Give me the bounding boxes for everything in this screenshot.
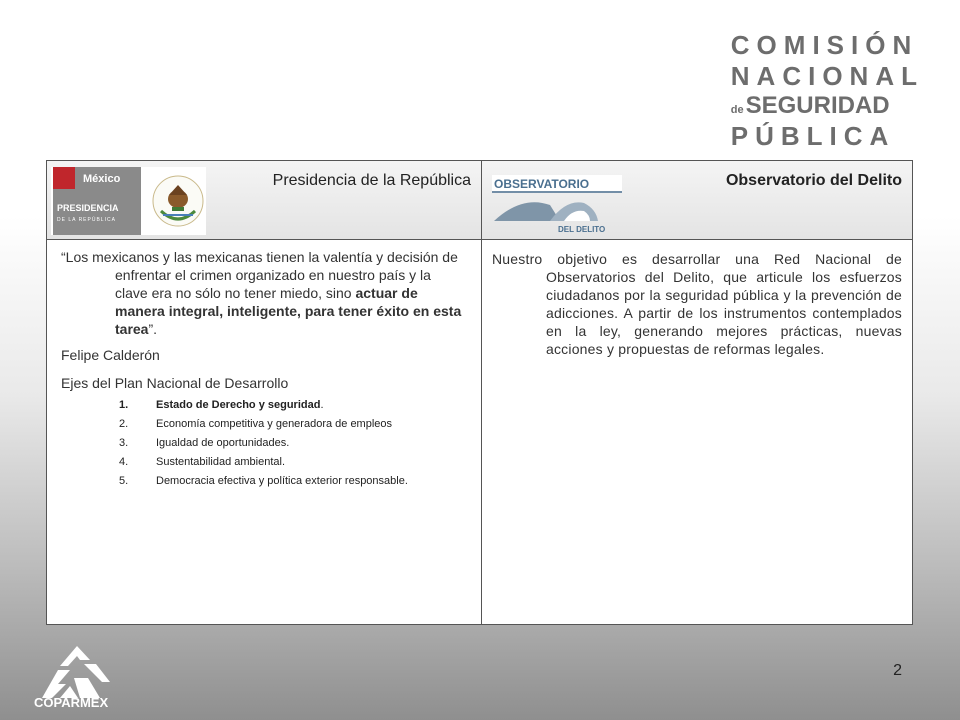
observatorio-logo-bottom: DEL DELITO: [558, 225, 606, 234]
axis-item: [61, 472, 467, 491]
presidencia-red-square: [53, 167, 75, 189]
axis-label: Economía competitiva y generadora de empleos: [156, 418, 393, 430]
national-seal-icon: [151, 171, 205, 231]
presidencia-logo-title: PRESIDENCIA: [57, 203, 119, 213]
axis-item: [61, 415, 467, 434]
content-table: [46, 160, 913, 625]
quote-text: “Los mexicanos y las mexicanas tienen la valentía y decisión de enfrentar el crimen organizado en nuestro país y la clave era no sólo no tener miedo, sino: [61, 249, 458, 301]
axis-number: 5.: [119, 475, 129, 487]
axis-label: Democracia efectiva y política exterior responsable.: [156, 475, 408, 487]
left-title: Presidencia de la República: [272, 172, 471, 189]
brand-line-3-prefix: de: [730, 104, 744, 116]
axis-suffix: .: [320, 399, 324, 411]
brand-line-3-main: SEGURIDAD: [745, 92, 890, 119]
axis-item: [61, 434, 467, 453]
brand-line-1: COMISIÓN: [730, 30, 919, 60]
brand-line-4: PÚBLICA: [730, 121, 896, 151]
left-column: [47, 161, 482, 624]
left-body: [47, 240, 481, 491]
cnsp-brand: [731, 32, 924, 154]
presidencia-logo-box: [53, 167, 141, 235]
axis-number: 1.: [119, 399, 129, 411]
observatorio-logo-top: OBSERVATORIO: [494, 177, 590, 191]
brand-line-3: [731, 94, 924, 118]
observatorio-paragraph: Nuestro objetivo es desarrollar una Red Nacional de Observatorios del Delito, que articule los esfuerzos ciudadanos por la seguridad pública y la prevención de adicciones. A partir de los instrumentos contemplados en la ley, generando mejores prácticas, nuevas acciones y propuestas de reformas legales.: [492, 251, 902, 357]
coparmex-logo-text: COPARMEX: [34, 695, 109, 710]
presidencia-logo-subtitle: DE LA REPÚBLICA: [57, 217, 116, 223]
left-header: [47, 161, 481, 240]
axis-label: Estado de Derecho y seguridad: [156, 399, 321, 411]
axis-label: Sustentabilidad ambiental.: [156, 456, 286, 468]
right-title: Observatorio del Delito: [725, 172, 902, 189]
quote-author: Felipe Calderón: [61, 347, 160, 363]
axes-list: [61, 396, 467, 491]
axis-number: 3.: [119, 437, 129, 449]
axis-number: 2.: [119, 418, 129, 430]
page-number: 2: [893, 662, 902, 679]
axes-title: Ejes del Plan Nacional de Desarrollo: [61, 375, 289, 391]
axis-number: 4.: [119, 456, 129, 468]
quote-bold-text: actuar de manera integral, inteligente, para tener éxito en esta tarea: [115, 285, 462, 337]
right-column: [482, 161, 912, 624]
observatorio-logo: [492, 175, 622, 235]
axis-item: [61, 453, 467, 472]
right-body: [482, 240, 912, 358]
brand-line-2: NACIONAL: [730, 61, 924, 91]
right-header: [482, 161, 912, 240]
quote-end: ”.: [148, 321, 158, 337]
presidencia-logo: [51, 167, 206, 235]
axis-item: [61, 396, 467, 415]
axis-label: Igualdad de oportunidades.: [156, 437, 290, 449]
presidencia-logo-mexico: México: [83, 173, 121, 185]
calderon-quote: [61, 248, 467, 338]
